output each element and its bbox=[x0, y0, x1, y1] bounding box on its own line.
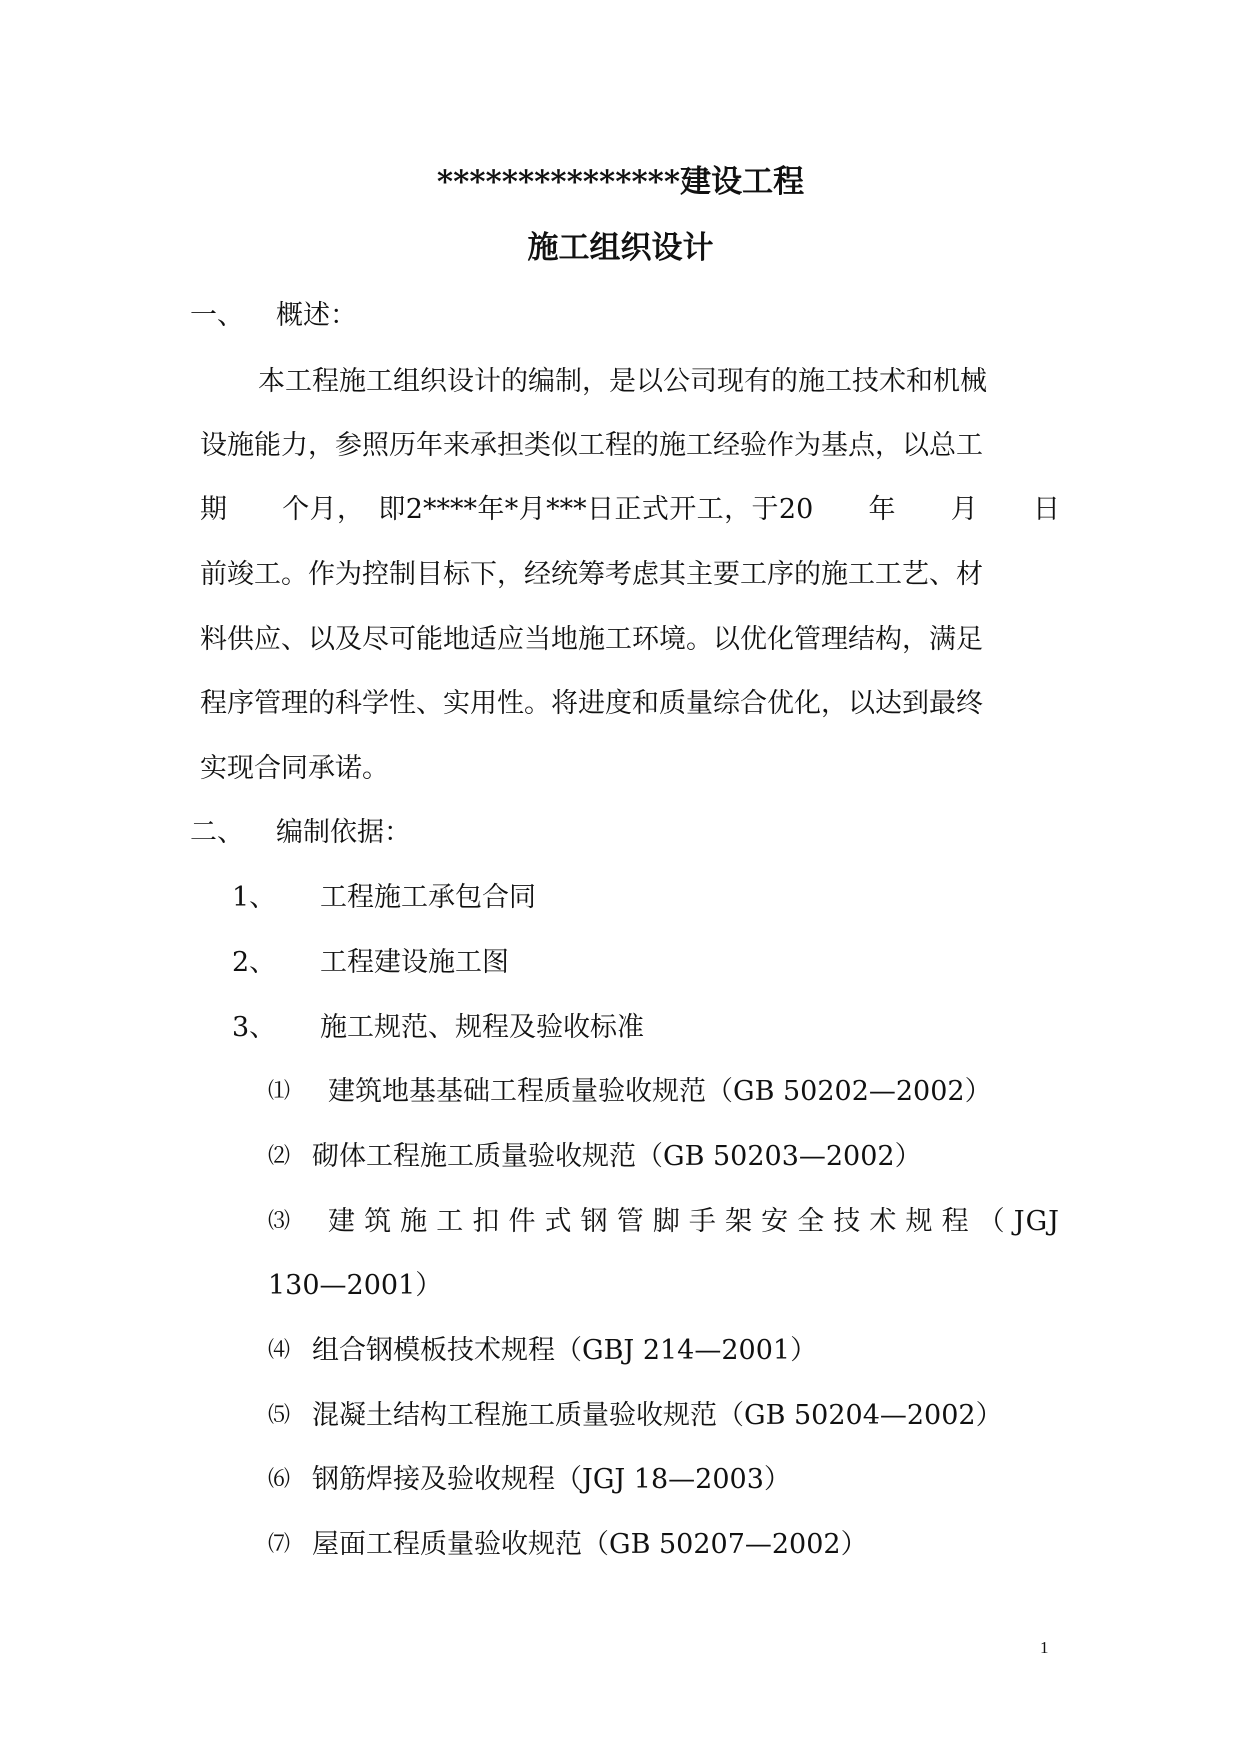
standard-text: 建筑地基基础工程质量验收规范（GB 50202—2002） bbox=[328, 1076, 992, 1107]
section-number: 二、 bbox=[190, 817, 244, 848]
section-heading: 概述： bbox=[276, 300, 357, 331]
paragraph-line: 期 个月， 即2****年*月***日正式开工，于20 年 月 日 bbox=[200, 494, 1060, 525]
standard-text: 屋面工程质量验收规范（GB 50207—2002） bbox=[312, 1529, 868, 1560]
list-item-number: 2、 bbox=[232, 947, 277, 978]
standard-text-continued: 130—2001） bbox=[268, 1270, 443, 1301]
standard-number: ⑵ bbox=[268, 1144, 291, 1169]
standard-text: 组合钢模板技术规程（GBJ 214—2001） bbox=[312, 1335, 818, 1366]
list-item-text: 施工规范、规程及验收标准 bbox=[320, 1012, 644, 1043]
standard-number: ⑺ bbox=[268, 1532, 291, 1557]
section-heading: 编制依据： bbox=[276, 817, 411, 848]
paragraph-line: 本工程施工组织设计的编制，是以公司现有的施工技术和机械 bbox=[258, 366, 987, 397]
document-title: ***************建设工程 bbox=[436, 164, 805, 200]
paragraph-line: 实现合同承诺。 bbox=[200, 753, 389, 784]
list-item-number: 1、 bbox=[232, 882, 277, 913]
standard-text: 混凝土结构工程施工质量验收规范（GB 50204—2002） bbox=[312, 1400, 1003, 1431]
list-item-text: 工程建设施工图 bbox=[320, 947, 509, 978]
list-item-number: 3、 bbox=[232, 1012, 277, 1043]
standard-text: 砌体工程施工质量验收规范（GB 50203—2002） bbox=[312, 1141, 922, 1172]
standard-text: 钢筋焊接及验收规程（JGJ 18—2003） bbox=[312, 1464, 791, 1495]
paragraph-line: 料供应、以及尽可能地适应当地施工环境。以优化管理结构，满足 bbox=[200, 624, 983, 655]
paragraph-line: 前竣工。作为控制目标下，经统筹考虑其主要工序的施工工艺、材 bbox=[200, 559, 983, 590]
paragraph-line: 设施能力，参照历年来承担类似工程的施工经验作为基点，以总工 bbox=[200, 430, 983, 461]
standard-number: ⑶ bbox=[268, 1209, 291, 1234]
page-number: 1 bbox=[1040, 1638, 1049, 1657]
list-item-text: 工程施工承包合同 bbox=[320, 882, 536, 913]
paragraph-line: 程序管理的科学性、实用性。将进度和质量综合优化，以达到最终 bbox=[200, 688, 983, 719]
standard-number: ⑴ bbox=[268, 1079, 291, 1104]
document-subtitle: 施工组织设计 bbox=[527, 230, 714, 266]
standard-number: ⑷ bbox=[268, 1338, 291, 1363]
section-number: 一、 bbox=[190, 300, 244, 331]
standard-text: 建筑施工扣件式钢管脚手架安全技术规程（JGJ bbox=[328, 1206, 1060, 1237]
standard-number: ⑸ bbox=[268, 1403, 291, 1428]
standard-number: ⑹ bbox=[268, 1467, 291, 1492]
